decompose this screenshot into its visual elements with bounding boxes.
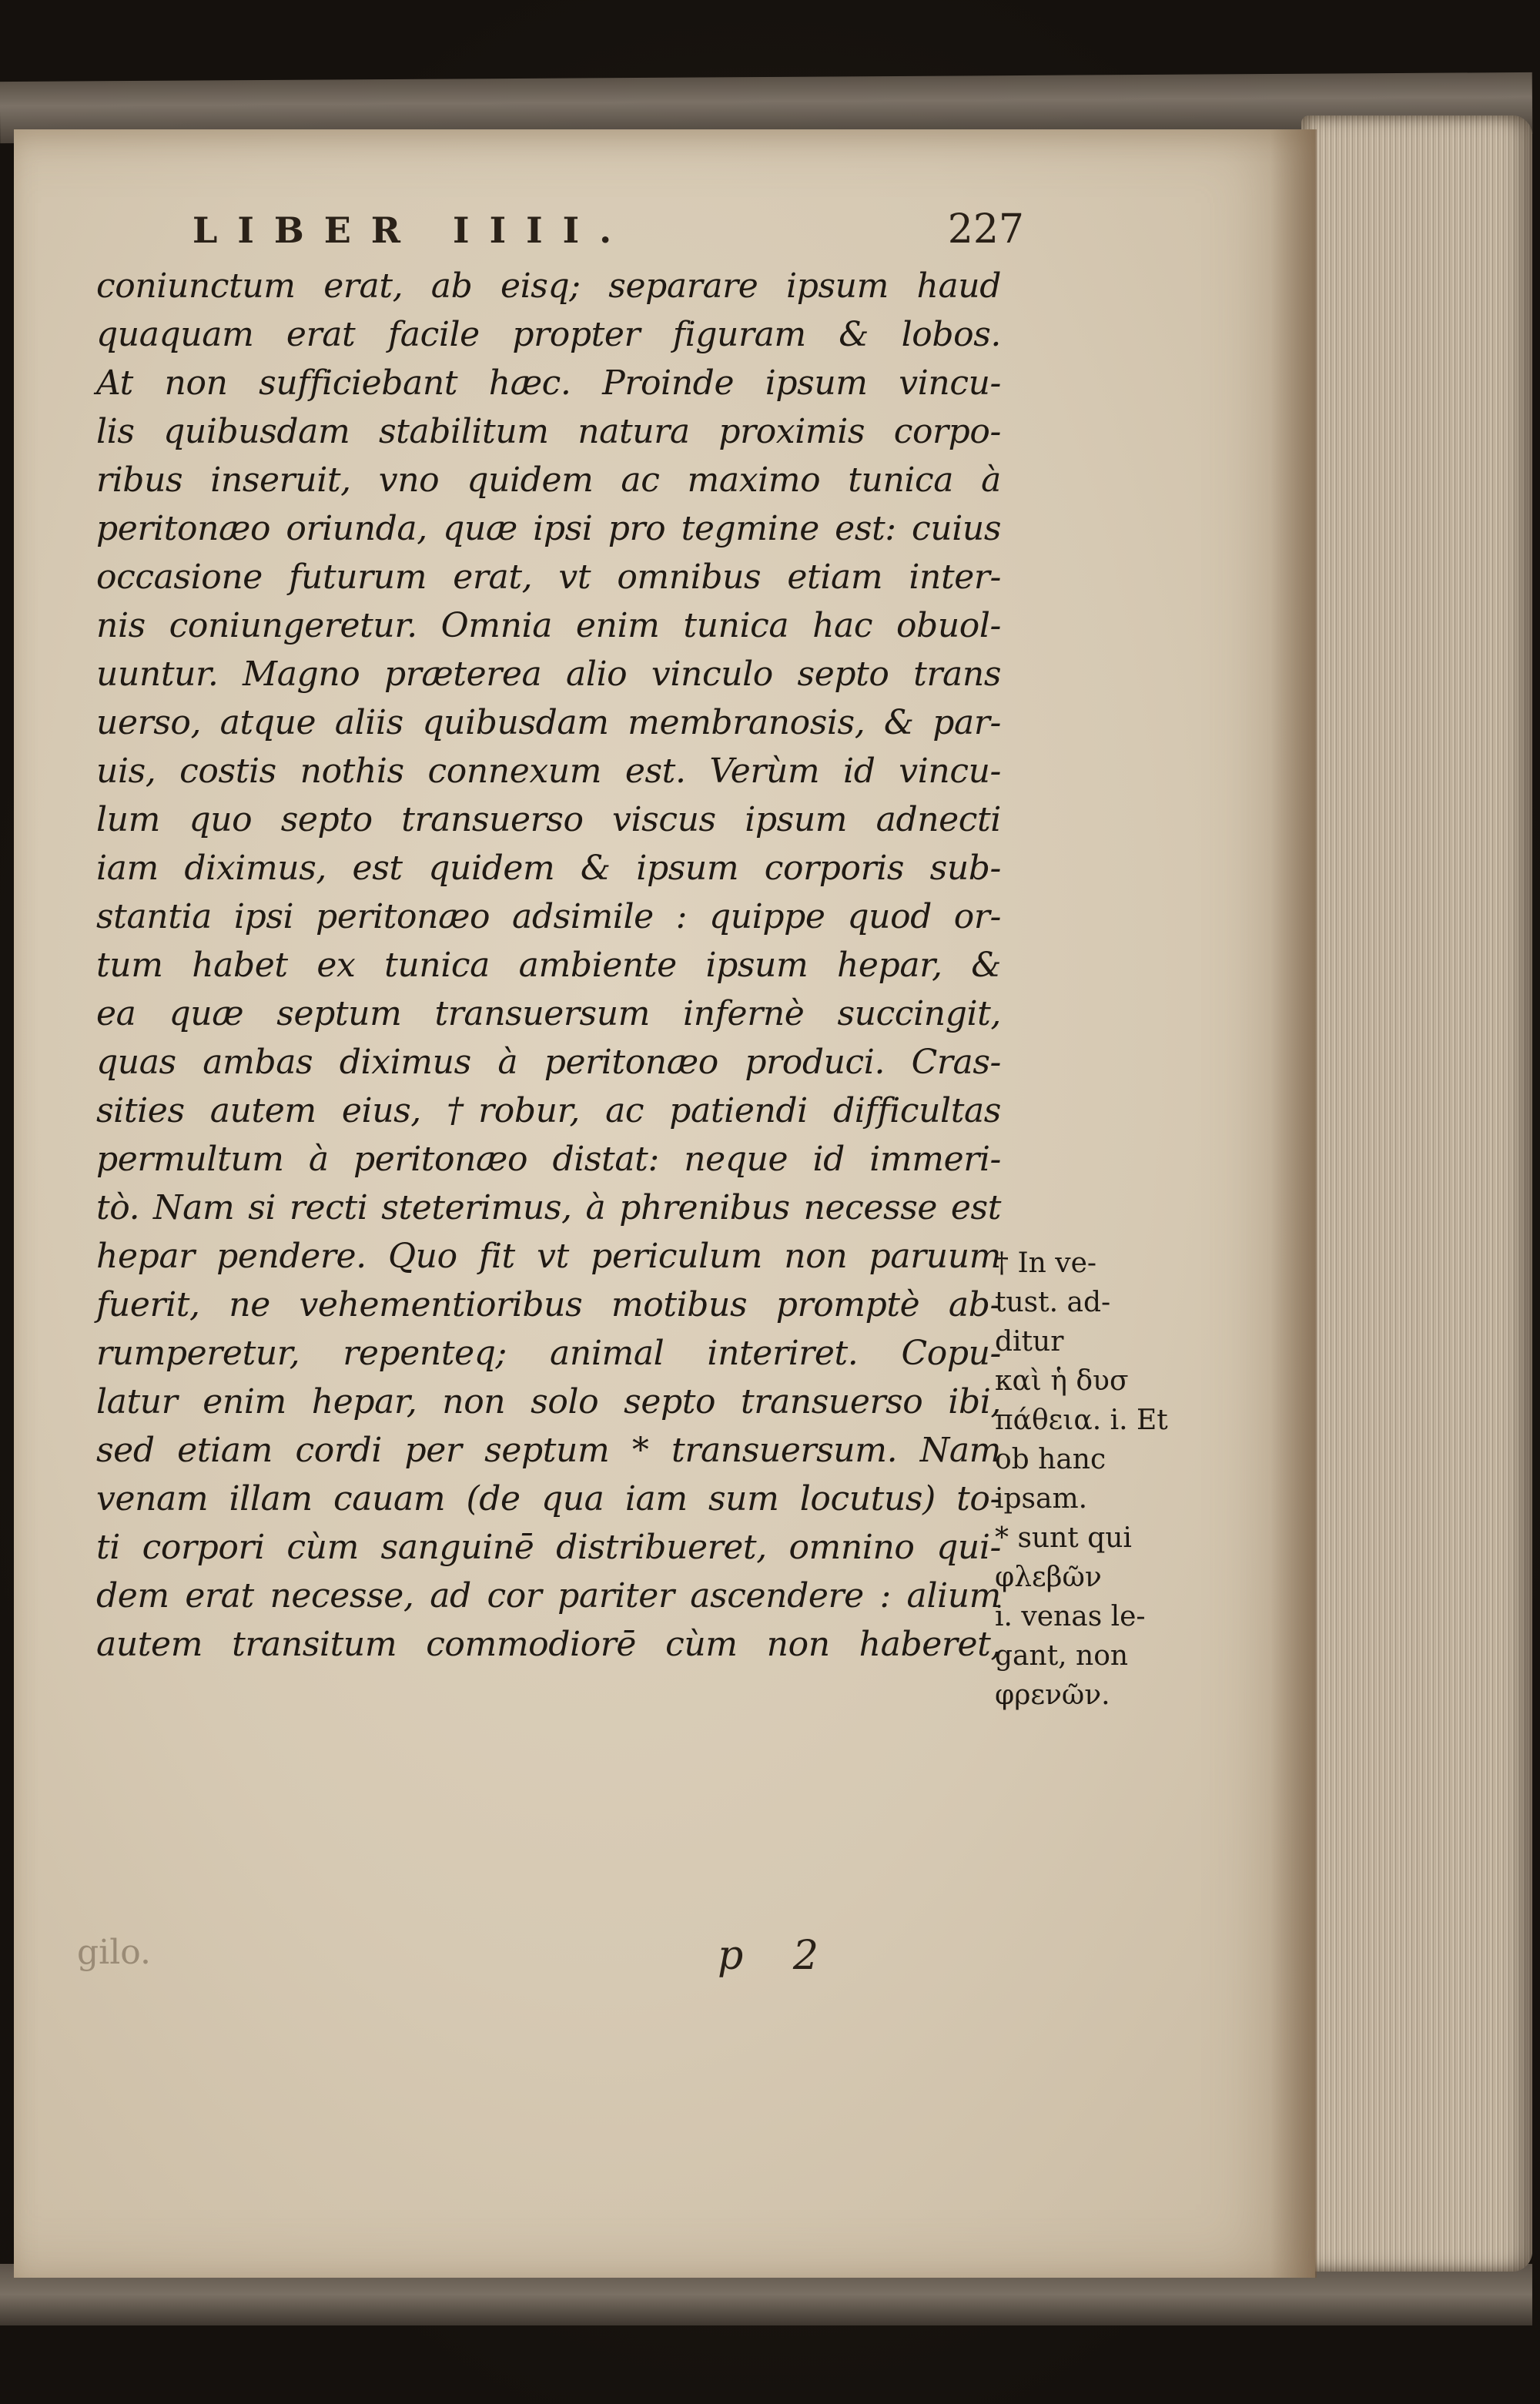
text-line: ribus inseruit, vno quidem ac maximo tunica à <box>96 460 1001 500</box>
text-line: peritonæo oriunda, quæ ipsi pro tegmine est: cuius <box>96 509 1001 548</box>
text-line: uuntur. Magno præterea alio vinculo septo trans <box>96 655 1001 694</box>
text-line: iam diximus, est quidem & ipsum corporis sub- <box>96 849 1001 888</box>
text-line: occasione futurum erat, vt omnibus etiam inter- <box>96 557 1001 597</box>
main-text-block <box>96 262 1001 1669</box>
text-line: sities autem eius, †robur, ac patiendi difficultas <box>96 1091 1001 1130</box>
text-line: venam illam cauam (de qua iam sum locutus) to- <box>96 1479 1001 1518</box>
marginal-note-line: gant, non <box>995 1640 1129 1672</box>
text-line: uerso, atque aliis quibusdam membranosis, & par- <box>96 703 1001 742</box>
text-line: dem erat necesse, ad cor pariter ascendere : alium <box>96 1576 1001 1616</box>
marginal-note-line: φρενῶν. <box>995 1679 1110 1711</box>
marginal-note-line: i. venas le- <box>995 1601 1146 1632</box>
text-line: fuerit, ne vehementioribus motibus promptè ab- <box>96 1285 1001 1324</box>
marginal-note-line: φλεβῶν <box>995 1562 1102 1593</box>
text-line: sed etiam cordi per septum * transuersum. Nam <box>96 1431 1001 1470</box>
text-line: ti corpori cùm sanguinē distribueret, omnino qui- <box>96 1528 1001 1567</box>
text-line: coniunctum erat, ab eisq; separare ipsum haud <box>96 266 1001 306</box>
running-title: LIBER IIII. <box>192 209 632 251</box>
page-number: 227 <box>947 206 1024 253</box>
text-line: nis coniungeretur. Omnia enim tunica hac obuol- <box>96 606 1001 645</box>
signature-mark: p 2 <box>718 1933 837 1979</box>
marginal-note-line: πάθεια. i. Et <box>995 1405 1168 1436</box>
text-line: tò. Nam si recti steterimus, à phrenibus necesse est <box>96 1188 1001 1227</box>
text-line: permultum à peritonæo distat: neque id immeri- <box>96 1140 1001 1179</box>
marginal-note-line: * sunt qui <box>995 1522 1132 1554</box>
page-gutter-shadow <box>1270 129 1317 2278</box>
text-line: quaquam erat facile propter figuram & lobos. <box>96 315 1001 354</box>
text-line: uis, costis nothis connexum est. Verùm id vincu- <box>96 752 1001 791</box>
marginal-note <box>995 1244 1203 1715</box>
text-line: tum habet ex tunica ambiente ipsum hepar, & <box>96 946 1001 985</box>
text-line: lis quibusdam stabilitum natura proximis corpo- <box>96 412 1001 451</box>
catchword: gilo. <box>77 1933 152 1972</box>
text-line: hepar pendere. Quo fit vt periculum non paruum <box>96 1237 1001 1276</box>
text-line: quas ambas diximus à peritonæo produci. Cras- <box>96 1043 1001 1082</box>
text-line: ea quæ septum transuersum infernè succingit, <box>96 994 1001 1033</box>
text-line: At non sufficiebant hæc. Proinde ipsum vincu- <box>96 363 1001 403</box>
running-head <box>192 206 1024 253</box>
marginal-note-line: ob hanc <box>995 1444 1106 1475</box>
text-line: latur enim hepar, non solo septo transuerso ibi, <box>96 1382 1001 1421</box>
marginal-note-line: ditur <box>995 1326 1064 1358</box>
text-line: autem transitum commodiorē cùm non haberet, <box>96 1625 1001 1664</box>
text-line: stantia ipsi peritonæo adsimile : quippe quod or- <box>96 897 1001 936</box>
marginal-note-line: tust. ad- <box>995 1287 1111 1318</box>
marginal-note-line: καὶ ἡ δυσ <box>995 1365 1129 1397</box>
marginal-note-line: † In ve- <box>995 1247 1097 1279</box>
text-line: lum quo septo transuerso viscus ipsum adnecti <box>96 800 1001 839</box>
page-edges-stack <box>1301 116 1532 2272</box>
marginal-note-line: ipsam. <box>995 1483 1088 1515</box>
text-line: rumperetur, repenteq; animal interiret. Copu- <box>96 1334 1001 1373</box>
